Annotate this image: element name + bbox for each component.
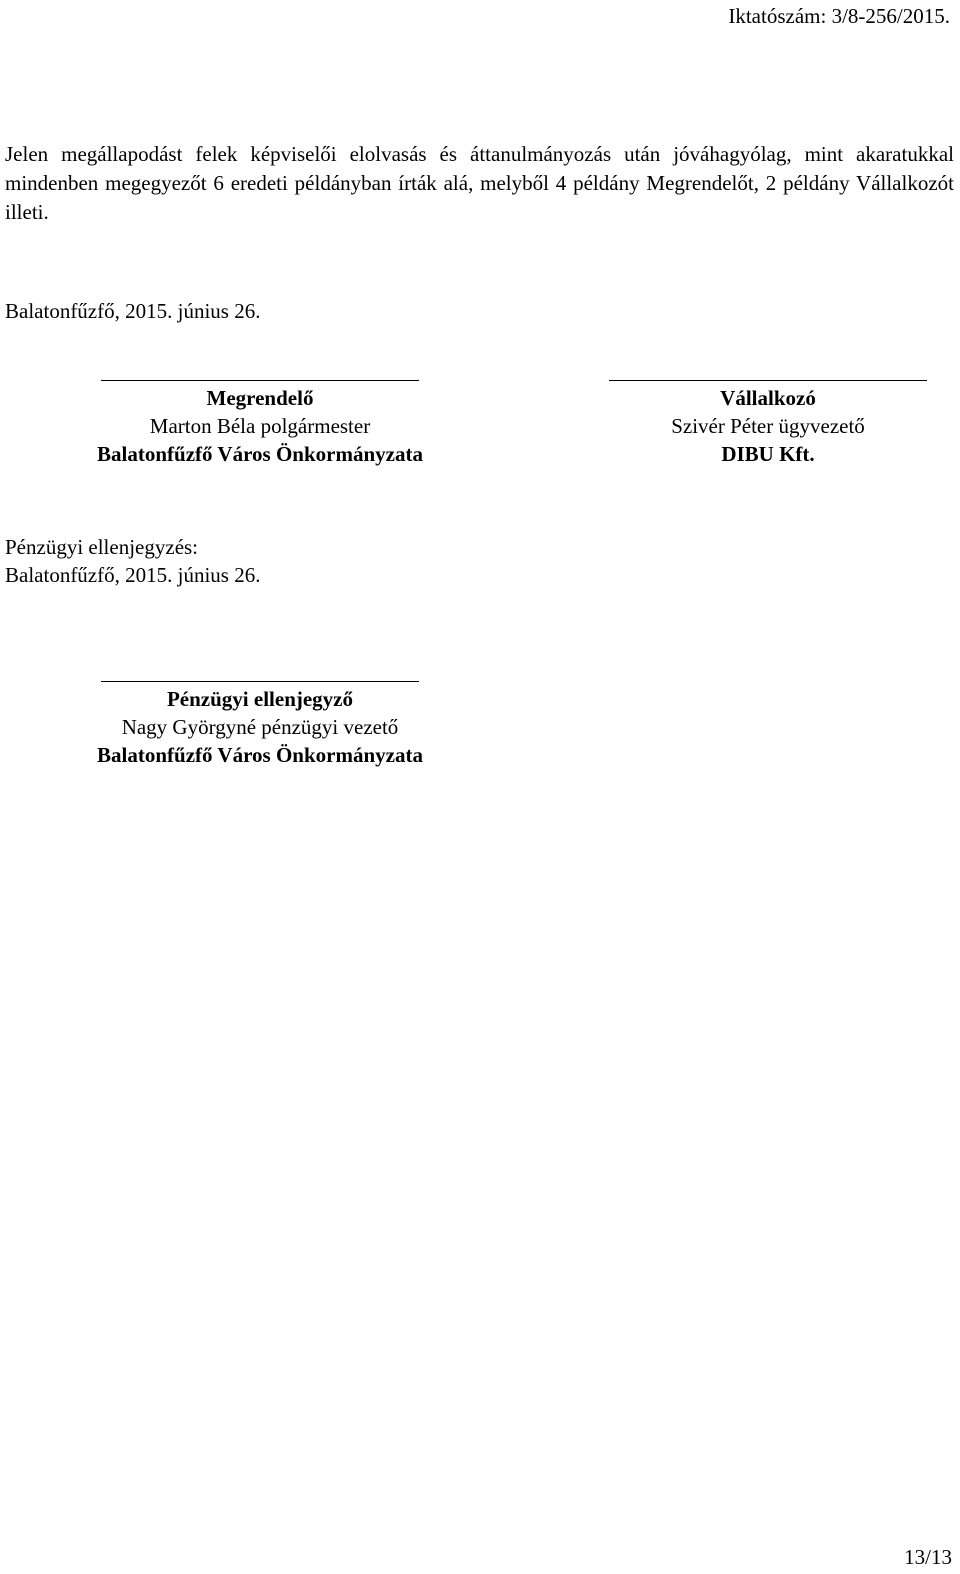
financial-role: Pénzügyi ellenjegyző [166, 687, 354, 711]
agreement-closing-paragraph: Jelen megállapodást felek képviselői elolvasás és áttanulmányozás után jóváhagyólag, mint akaratukkal mindenben megegyezőt 6 eredeti példányban írták alá, melyből 4 példány Megrendelőt, 2 példány Vállalkozót illeti. [5, 142, 954, 224]
place-date: Balatonfűzfő, 2015. június 26. [5, 299, 261, 323]
signature-line [101, 380, 419, 381]
financial-organization: Balatonfűzfő Város Önkormányzata [97, 743, 423, 767]
contractor-organization: DIBU Kft. [721, 442, 815, 466]
client-role: Megrendelő [206, 386, 314, 410]
client-signature-block [70, 380, 450, 468]
contractor-role: Vállalkozó [720, 386, 816, 410]
contractor-signature-block [578, 380, 958, 468]
contractor-person: Szivér Péter ügyvezető [671, 414, 865, 438]
client-person: Marton Béla polgármester [149, 414, 371, 438]
financial-signature-block [70, 681, 450, 769]
page-number: 13/13 [904, 1545, 952, 1569]
client-organization: Balatonfűzfő Város Önkormányzata [97, 442, 423, 466]
signature-line [609, 380, 927, 381]
signature-line [101, 681, 419, 682]
registration-number: Iktatószám: 3/8-256/2015. [728, 4, 950, 28]
financial-place-date: Balatonfűzfő, 2015. június 26. [5, 563, 261, 587]
financial-person: Nagy Györgyné pénzügyi vezető [121, 715, 399, 739]
financial-countersign-label: Pénzügyi ellenjegyzés: [5, 535, 199, 559]
